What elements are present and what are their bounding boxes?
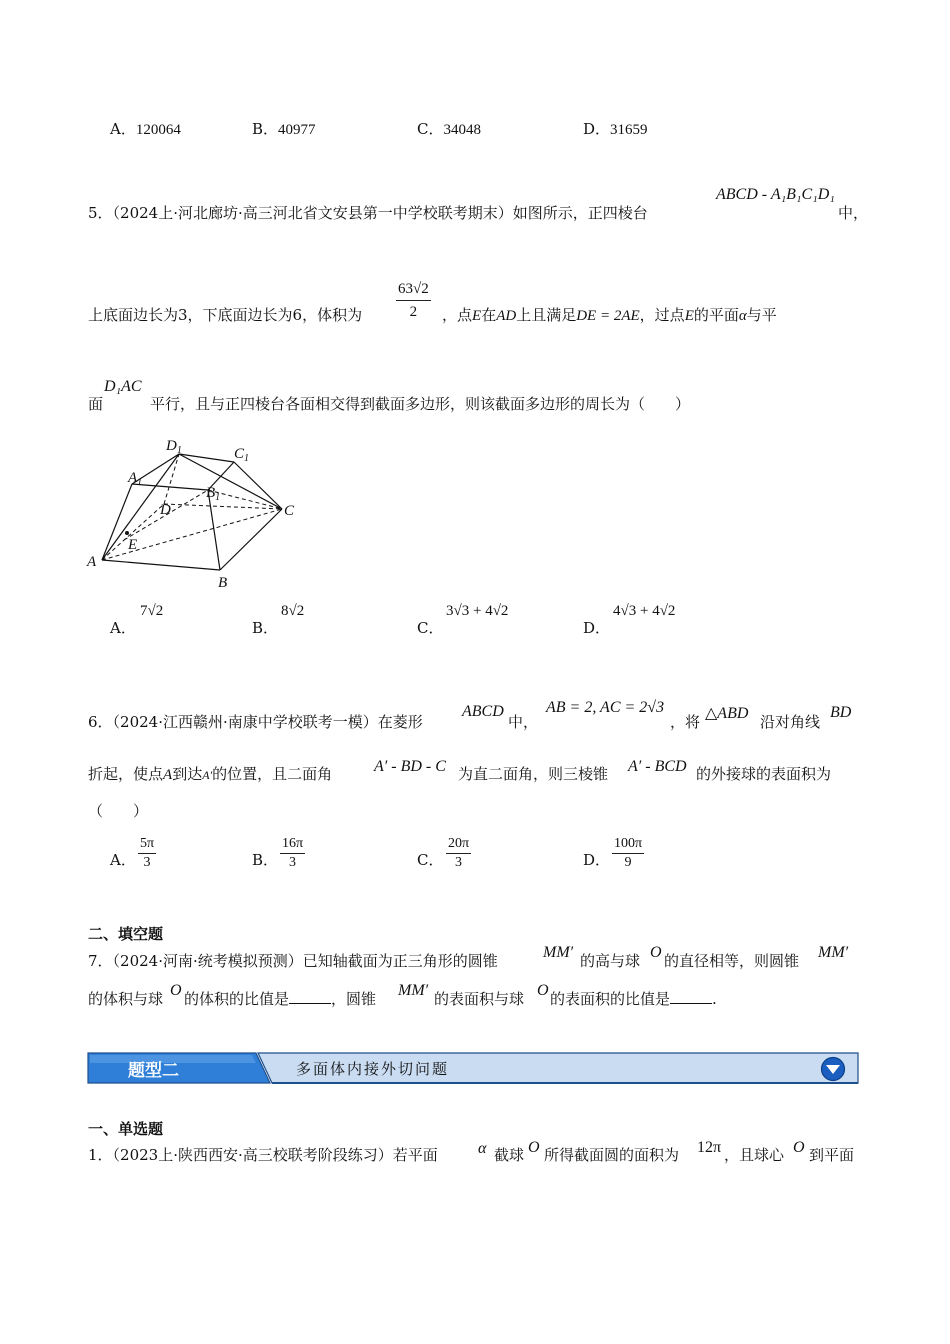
q6-jiang: ，将 <box>670 713 701 731</box>
frustum-name: ABCD - A₁B₁C₁D₁ <box>716 186 835 203</box>
q6-answer-paren: （ ） <box>88 802 149 820</box>
q6-option-b: B． <box>252 851 279 869</box>
line-d1c <box>179 454 282 509</box>
sphere-o-3: O <box>537 982 549 999</box>
q5-line-2b: ，点E在AD上且满足DE = 2AE，过点E的平面α与平 <box>442 306 777 324</box>
q1-text-e: 到平面 <box>809 1146 855 1164</box>
section-heading-single-choice: 一、单选题 <box>88 1120 164 1138</box>
q6-condition: AB = 2, AC = 2√3 <box>546 699 665 716</box>
triangle-abd: △ABD <box>705 705 749 722</box>
banner-title: 多面体内接外切问题 <box>296 1060 450 1078</box>
q6-along: 沿对角线 <box>760 713 821 731</box>
svg-text:A1: $A_1$ <box>128 470 143 488</box>
q1-text-d: ，且球心 <box>724 1146 785 1164</box>
question-type-banner <box>86 1050 860 1086</box>
cone-name: MM′ <box>543 944 574 961</box>
svg-text:E: E <box>128 537 138 553</box>
volume-fraction: $\frac{63√2}{2}$ <box>396 278 431 323</box>
q7-text-c: 的直径相等，则圆锥 <box>664 952 800 970</box>
q5-option-b-value: 8√2 <box>281 603 305 619</box>
q7-line-2e: 的表面积的比值是 . <box>550 990 717 1008</box>
banner-tag: 题型二 <box>128 1061 179 1081</box>
section-heading-fill-in: 二、填空题 <box>88 925 164 943</box>
svg-text:A: A <box>87 554 97 570</box>
chevron-down-circle-icon[interactable] <box>820 1056 848 1082</box>
q4-option-a: A．120064 <box>110 120 181 138</box>
q5-option-d-value: 4√3 + 4√2 <box>613 603 676 619</box>
q1-text-c: 所得截面圆的面积为 <box>544 1146 680 1164</box>
q1-line-1: 1．（2023上·陕西西安·高三校联考阶段练习）若平面 <box>88 1146 438 1164</box>
sphere-o-q1-2: O <box>793 1139 805 1156</box>
edge-ab <box>102 560 220 570</box>
q1-text-b: 截球 <box>494 1146 525 1164</box>
q6-line-2d: 为直二面角，则三棱锥 <box>458 765 609 783</box>
pyramid-name: A′ - BCD <box>628 758 687 775</box>
dihedral-angle: A′ - BD - C <box>374 758 446 775</box>
q4-option-c: C．34048 <box>417 120 481 138</box>
sphere-o-2: O <box>170 982 182 999</box>
svg-text:B1: $B_1$ <box>206 485 221 503</box>
q5-line-3a: 面 <box>88 395 104 413</box>
svg-text:C: C <box>284 503 295 519</box>
svg-text:D1: $D_1$ <box>166 438 182 456</box>
question-number: 5． <box>88 204 113 222</box>
q6-option-c: C． <box>417 851 444 869</box>
rhombus-name: ABCD <box>462 703 504 720</box>
q5-option-c-value: 3√3 + 4√2 <box>446 603 509 619</box>
q6-mid: 中， <box>508 713 539 731</box>
q6-option-d: D． <box>583 851 611 869</box>
q6-option-a: A． <box>110 851 136 869</box>
edge-a1b1 <box>132 484 208 490</box>
q5-option-a: A． <box>110 619 136 637</box>
diagonal-bd: BD <box>830 704 852 721</box>
svg-text:D: D <box>160 502 171 518</box>
q6-line-2a: 折起，使点A到达A′的位置，且二面角 <box>88 765 333 783</box>
q6-line-2e: 的外接球的表面积为 <box>696 765 832 783</box>
q6-option-d-value: $\frac{100\pi}{9}$ <box>614 836 643 870</box>
q7-line-2a: 的体积与球 <box>88 990 164 1008</box>
question-source: （2024上·河北廊坊·高三河北省文安县第一中学校联考期末） <box>112 204 513 222</box>
svg-text:B: B <box>218 575 228 591</box>
cone-name-3: MM′ <box>398 982 429 999</box>
q4-option-d: D．31659 <box>583 120 648 138</box>
q6-line-1: 6．（2024·江西赣州·南康中学校联考一模）在菱形 <box>88 713 423 731</box>
answer-blank-1[interactable] <box>289 991 331 1004</box>
q5-line-1-end: 中， <box>838 204 869 222</box>
frustum-figure <box>84 432 324 592</box>
q6-option-b-value: $\frac{16\pi}{3}$ <box>282 836 304 870</box>
answer-blank-2[interactable] <box>670 991 712 1004</box>
q7-line-2b: 的体积的比值是 ，圆锥 <box>184 990 377 1008</box>
q6-option-c-value: $\frac{20\pi}{3}$ <box>448 836 470 870</box>
sphere-o-q1: O <box>528 1139 540 1156</box>
q5-option-c: C． <box>417 619 444 637</box>
q7-line-2d: 的表面积与球 <box>434 990 525 1008</box>
edge-c1c <box>234 462 282 509</box>
point-e <box>125 531 129 535</box>
q6-option-a-value: $\frac{5\pi}{3}$ <box>140 836 155 870</box>
q4-option-b: B．40977 <box>252 120 316 138</box>
cone-name-2: MM′ <box>818 944 849 961</box>
q7-text-b: 的高与球 <box>580 952 641 970</box>
q5-line-3b: 平行，且与正四棱台各面相交得到截面多边形，则该截面多边形的周长为（ ） <box>150 395 691 413</box>
q5-line-1: 5．（2024上·河北廊坊·高三河北省文安县第一中学校联考期末）如图所示，正四棱台 <box>88 204 648 222</box>
q5-option-a-value: 7√2 <box>140 603 164 619</box>
plane-name: D₁AC <box>104 378 142 395</box>
sphere-o: O <box>650 944 662 961</box>
q5-line-2a: 上底面边长为3，下底面边长为6，体积为 <box>88 306 363 324</box>
plane-alpha: α <box>478 1140 487 1157</box>
q5-option-d: D． <box>583 619 611 637</box>
q5-option-b: B． <box>252 619 279 637</box>
q7-line-1: 7．（2024·河南·统考模拟预测）已知轴截面为正三角形的圆锥 <box>88 952 498 970</box>
area-value: 12π <box>697 1139 722 1156</box>
svg-text:C1: $C_1$ <box>234 446 250 464</box>
